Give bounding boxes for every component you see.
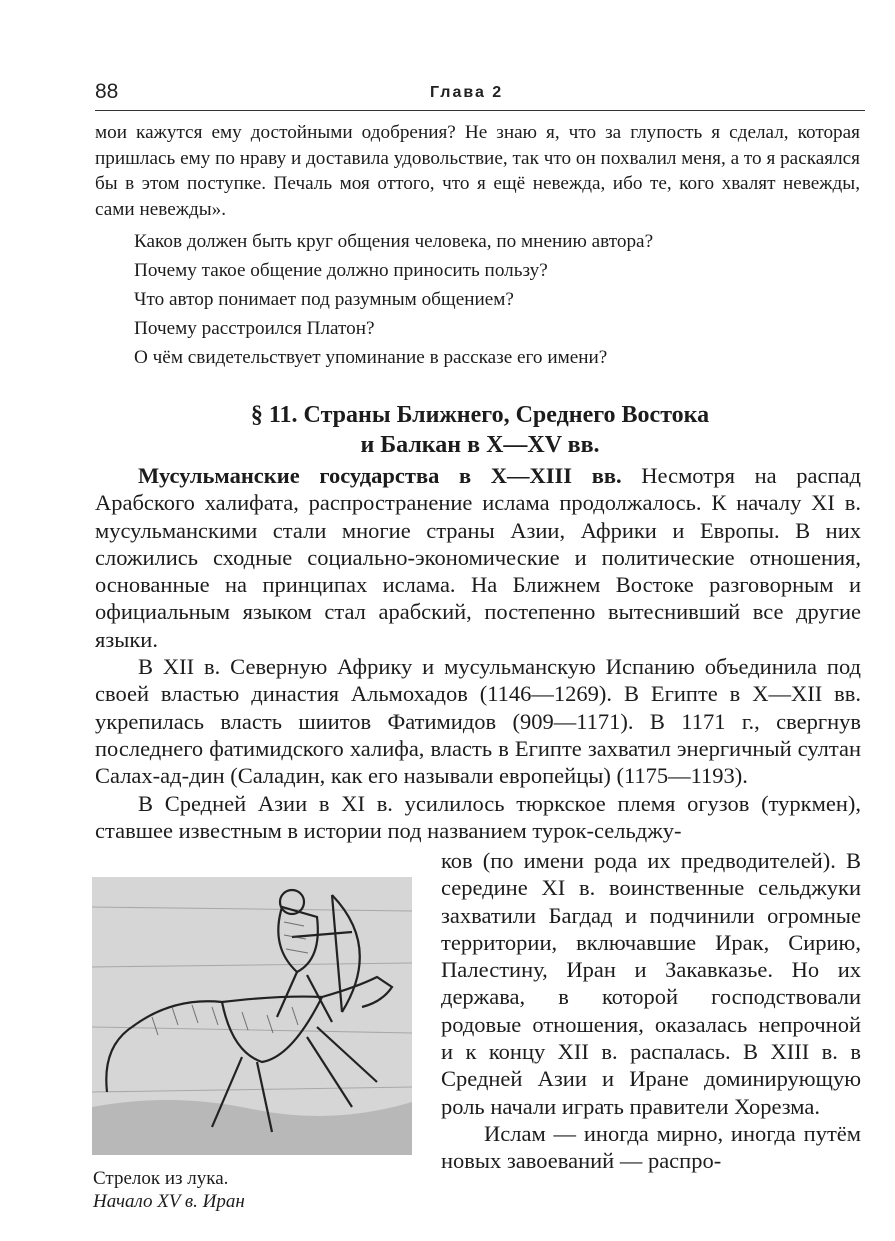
archer-drawing: [92, 877, 412, 1155]
section-title-line-2: и Балкан в X—XV вв.: [360, 432, 600, 458]
paragraph-1-text: Несмотря на распад Арабского халифата, распространение ислама продолжалось. К началу XI в. мусульманскими стали многие страны Азии, Африки и Европы. В них сложились сходные социально-экономические и политические отношения, основанные на принципах ислама. На Ближнем Востоке разговорным и официальным языком стал арабский, постепенно вытеснивший все другие языки.: [95, 463, 861, 652]
paragraph-4-start: Ислам — иногда мирно, иногда путём новых завоеваний — распро-: [441, 1120, 861, 1174]
question-item: О чём свидетельствует упоминание в рассказе его имени?: [134, 347, 608, 368]
paragraph-3-continuation: ков (по имени рода их предводителей). В середине XI в. воинственные сельджуки захватили Багдад и подчинили огромные территории, включавшие Ирак, Сирию, Палестину, Иран и Закавказье. Но их держава, в которой господствовали родовые отношения, оказалась непрочной и к концу XII в. распалась. В XIII в. в Средней Азии и Иране доминирующую роль начали играть правители Хорезма.: [441, 848, 861, 1119]
question-item: Каков должен быть круг общения человека, по мнению автора?: [134, 231, 654, 252]
figure-caption: [93, 1167, 423, 1213]
caption-date: Начало XV в. Иран: [93, 1191, 245, 1212]
page-number: 88: [95, 80, 119, 103]
paragraph-2: В XII в. Северную Африку и мусульманскую Испанию объединила под своей властью династия Альмохадов (1146—1269). В Египте в X—XII вв. укрепилась власть шиитов Фатимидов (909—1171). В 1171 г., свергнув последнего фатимидского халифа, власть в Египте захватил энергичный султан Салах-ад-дин (Саладин, как его называли европейцы) (1175—1193).: [95, 654, 861, 789]
paragraph-heading: Мусульманские государства в X—XIII вв.: [138, 463, 622, 488]
caption-title: Стрелок из лука.: [93, 1168, 229, 1189]
side-text: [441, 847, 861, 1175]
paragraph-1: [95, 462, 861, 653]
paragraph-3-start: В Средней Азии в XI в. усилилось тюркское племя огузов (туркмен), ставшее известным в истории под названием турок-сельджу-: [95, 790, 861, 843]
main-text: [95, 462, 861, 844]
question-item: Почему такое общение должно приносить пользу?: [134, 260, 548, 281]
page-header: [95, 80, 865, 111]
intro-paragraph: мои кажутся ему достойными одобрения? Не знаю я, что за глупость я сделал, которая пришлась ему по нраву и доставила удовольствие, так что он похвалил меня, а то я раскаялся бы в этом поступке. Печаль моя оттого, что я ещё невежда, ибо те, кого хвалят невежды, сами невежды».: [95, 122, 860, 220]
section-title-line-1: § 11. Страны Ближнего, Среднего Востока: [250, 402, 710, 428]
question-list: [134, 227, 864, 372]
archer-illustration: [92, 877, 412, 1155]
section-title: [95, 400, 865, 460]
question-item: Что автор понимает под разумным общением?: [134, 289, 514, 310]
chapter-title: Глава 2: [430, 84, 504, 101]
question-item: Почему расстроился Платон?: [134, 318, 375, 339]
